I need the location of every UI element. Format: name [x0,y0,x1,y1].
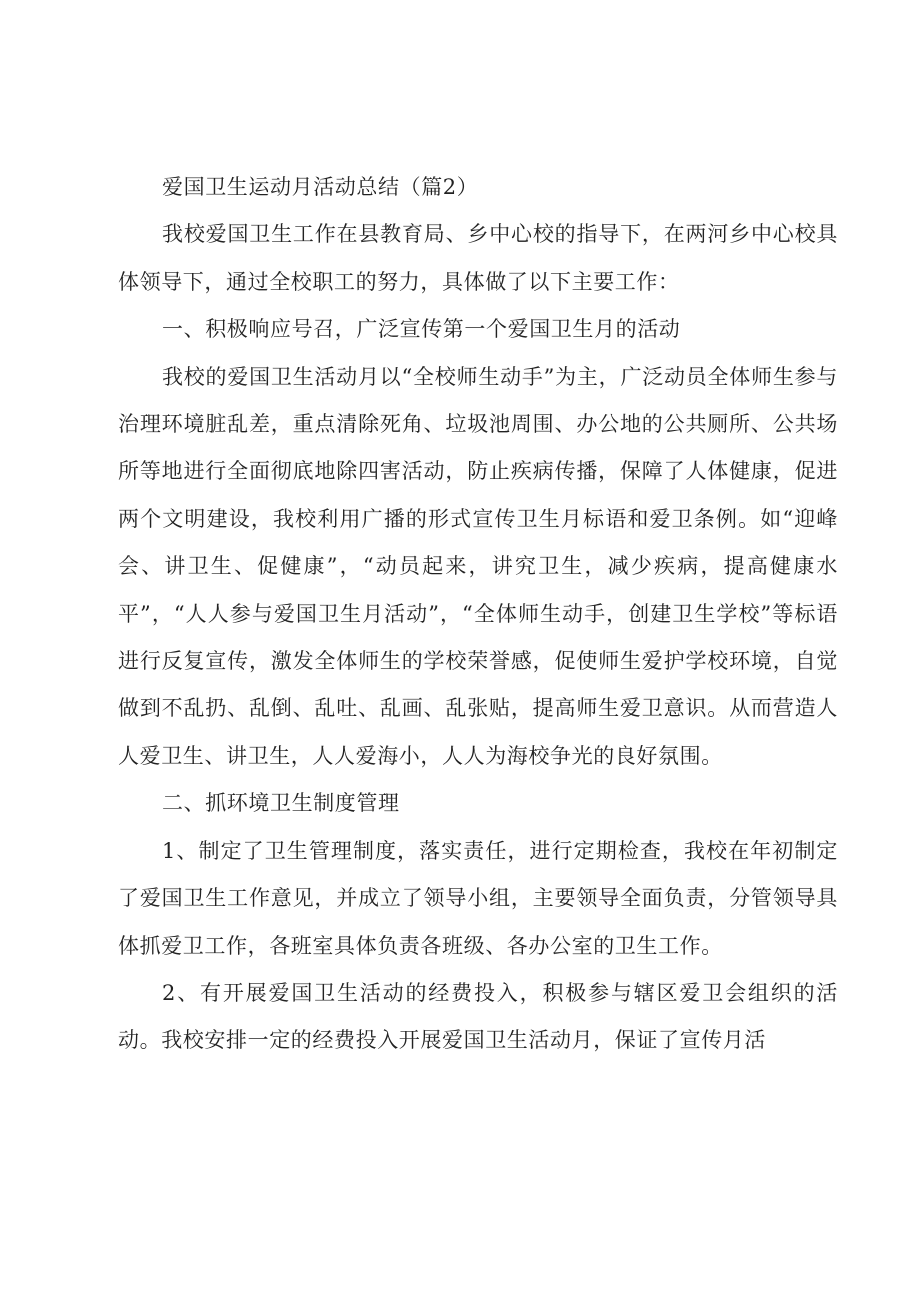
section-heading-1: 一、积极响应号召，广泛宣传第一个爱国卫生月的活动 [162,317,681,342]
section-1-paragraph: 我校的爱国卫生活动月以“全校师生动手”为主，广泛动员全体师生参与治理环境脏乱差，重点清除死角、垃圾池周围、办公地的公共厕所、公共场所等地进行全面彻底地除四害活动，防止疾病传播，保障了人体健康，促进两个文明建设，我校利用广播的形式宣传卫生月标语和爱卫条例。如“迎峰会、讲卫生、促健康”，“动员起来，讲究卫生，减少疾病，提高健康水平”，“人人参与爱国卫生月活动”，“全体师生动手，创建卫生学校”等标语进行反复宣传，激发全体师生的学校荣誉感，促使师生爱护学校环境，自觉做到不乱扔、乱倒、乱吐、乱画、乱张贴，提高师生爱卫意识。从而营造人人爱卫生、讲卫生，人人爱海小，人人为海校争光的良好氛围。 [118,364,838,768]
section-2-item-1: 1、制定了卫生管理制度，落实责任，进行定期检查，我校在年初制定了爱国卫生工作意见，并成立了领导小组，主要领导全面负责，分管领导具体抓爱卫工作，各班室具体负责各班级、各办公室的卫生工作。 [118,838,838,958]
section-2-item-2: 2、有开展爱国卫生活动的经费投入，积极参与辖区爱卫会组织的活动。我校安排一定的经费投入开展爱国卫生活动月，保证了宣传月活 [118,980,838,1053]
document-title: 爱国卫生运动月活动总结（篇2） [162,175,479,199]
section-heading-2: 二、抓环境卫生制度管理 [162,791,400,816]
document-body [118,164,838,1065]
intro-paragraph: 我校爱国卫生工作在县教育局、乡中心校的指导下，在两河乡中心校具体领导下，通过全校职工的努力，具体做了以下主要工作： [118,222,838,294]
